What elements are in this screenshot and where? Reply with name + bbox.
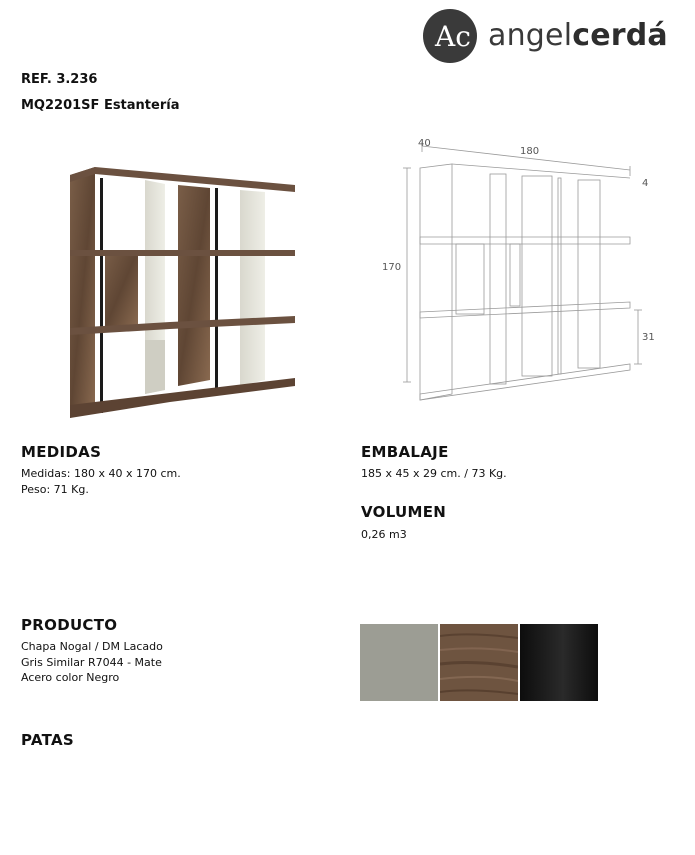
medidas-dimensions: Medidas: 180 x 40 x 170 cm. bbox=[21, 467, 181, 480]
swatch-black-steel bbox=[520, 624, 598, 701]
volumen-heading: VOLUMEN bbox=[361, 503, 447, 521]
swatch-walnut bbox=[440, 624, 518, 701]
producto-line-1: Chapa Nogal / DM Lacado bbox=[21, 640, 163, 653]
dim-width-label: 180 bbox=[520, 146, 540, 157]
product-photo bbox=[60, 150, 310, 430]
producto-heading: PRODUCTO bbox=[21, 616, 118, 634]
producto-text bbox=[21, 639, 163, 686]
svg-text:Ac: Ac bbox=[435, 20, 471, 53]
producto-line-3: Acero color Negro bbox=[21, 671, 120, 684]
swatch-grey-lacquer bbox=[360, 624, 438, 701]
dim-depth-label: 40 bbox=[418, 138, 431, 149]
producto-line-2: Gris Similar R7044 - Mate bbox=[21, 655, 162, 669]
product-reference: REF. 3.236 bbox=[21, 72, 98, 87]
walnut-grain-texture bbox=[440, 624, 518, 701]
medidas-heading: MEDIDAS bbox=[21, 443, 102, 461]
dim-gap-label: 31 bbox=[642, 332, 655, 343]
dim-thickness-label: 4 bbox=[642, 178, 649, 189]
medidas-weight: Peso: 71 Kg. bbox=[21, 482, 89, 496]
brand-name-light: angel bbox=[488, 18, 573, 53]
volumen-text: 0,26 m3 bbox=[361, 528, 407, 541]
product-model: MQ2201SF Estantería bbox=[21, 98, 180, 113]
medidas-text bbox=[21, 466, 181, 497]
technical-drawing bbox=[380, 132, 670, 432]
embalaje-text: 185 x 45 x 29 cm. / 73 Kg. bbox=[361, 467, 507, 480]
embalaje-heading: EMBALAJE bbox=[361, 443, 449, 461]
brand-wordmark bbox=[488, 18, 668, 53]
brand-logo bbox=[422, 8, 684, 66]
dim-height-label: 170 bbox=[382, 262, 402, 273]
patas-heading: PATAS bbox=[21, 731, 75, 749]
brand-monogram-icon bbox=[422, 8, 478, 64]
brand-name-bold: cerdá bbox=[572, 18, 668, 53]
